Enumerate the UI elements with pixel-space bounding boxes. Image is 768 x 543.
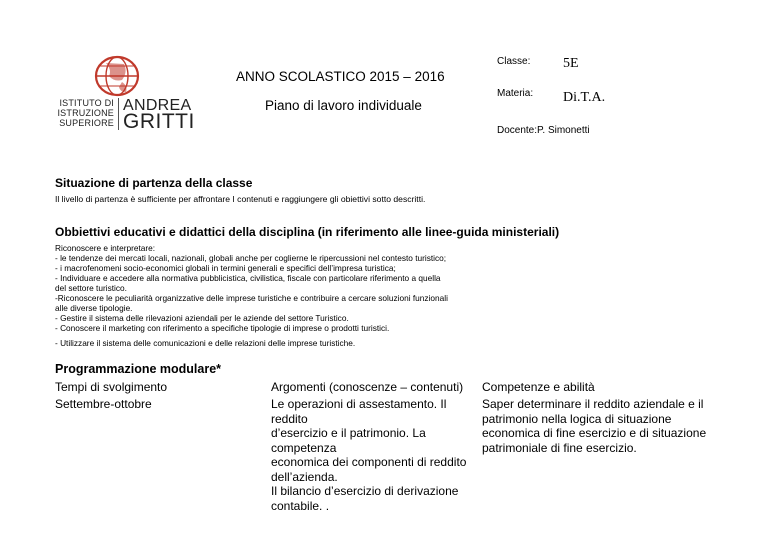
competenze-line: patrimoniale di fine esercizio. [482, 440, 637, 455]
row-argomenti [271, 397, 476, 513]
obiettivi-list [55, 243, 448, 333]
institute-text [52, 98, 114, 128]
logo-divider [118, 98, 119, 130]
row-tempi: Settembre-ottobre [55, 397, 152, 411]
obiettivi-heading: Obbiettivi educativi e didattici della disciplina (in riferimento alle linee-guida ministeriali) [55, 225, 560, 239]
obiettivi-line: del settore turistico. [55, 283, 127, 293]
obiettivi-line: - i macrofenomeni socio-economici globali in termini generali e specifici dell’impresa turistica; [55, 263, 396, 273]
obiettivi-line: -Riconoscere le peculiarità organizzative delle imprese turistiche e contribuire a cercare soluzioni funzionali [55, 293, 448, 303]
row-competenze [482, 397, 722, 455]
header-argomenti: Argomenti (conoscenze – contenuti) [271, 380, 464, 394]
header-competenze: Competenze e abilità [482, 380, 595, 394]
obiettivi-line: - Individuare e accedere alla normativa pubblicistica, civilistica, fiscale con particolare riferimento a quella [55, 273, 441, 283]
obiettivi-line: - Gestire il sistema delle rilevazioni aziendali per le aziende del settore Turistico. [55, 313, 349, 323]
classe-label: Classe: [497, 56, 531, 67]
institute-line: ISTITUTO DI [59, 98, 114, 108]
obiettivi-extra: - Utilizzare il sistema delle comunicazioni e delle relazioni delle imprese turistiche. [55, 338, 356, 348]
programmazione-heading: Programmazione modulare* [55, 362, 222, 376]
situazione-text: Il livello di partenza è sufficiente per affrontare I contenuti e raggiungere gli obiettivi sotto descritti. [55, 194, 426, 204]
argomenti-line: dell’azienda. [271, 469, 338, 484]
materia-label: Materia: [497, 88, 534, 99]
school-year-title: ANNO SCOLASTICO 2015 – 2016 [236, 69, 445, 84]
argomenti-line: d’esercizio e il patrimonio. La competenza [271, 426, 426, 455]
competenze-line: Saper determinare il reddito aziendale e il [482, 397, 704, 411]
materia-value: Di.T.A. [563, 90, 606, 105]
brand-last-name: GRITTI [123, 110, 195, 133]
document-subtitle: Piano di lavoro individuale [265, 98, 422, 113]
argomenti-line: economica dei componenti di reddito [271, 455, 467, 469]
competenze-line: patrimonio nella logica di situazione [482, 411, 672, 426]
situazione-heading: Situazione di partenza della classe [55, 176, 253, 190]
obiettivi-line: Riconoscere e interpretare: [55, 243, 156, 253]
competenze-line: economica di fine esercizio e di situazione [482, 426, 707, 440]
globe-emblem-icon [92, 54, 142, 98]
docente-text: Docente:P. Simonetti [497, 125, 590, 136]
institute-line: SUPERIORE [59, 118, 114, 128]
obiettivi-line: alle diverse tipologie. [55, 303, 133, 313]
institute-line: ISTRUZIONE [57, 108, 114, 118]
school-logo [52, 54, 195, 134]
argomenti-line: Le operazioni di assestamento. Il reddito [271, 397, 447, 426]
brand-first-name: ANDREA [123, 97, 192, 114]
classe-value: 5E [563, 56, 579, 71]
argomenti-line: Il bilancio d’esercizio di derivazione [271, 484, 459, 498]
obiettivi-line: - le tendenze dei mercati locali, nazionali, globali anche per coglierne le ripercussioni nel contesto turistico; [55, 253, 447, 263]
obiettivi-line: - Conoscere il marketing con riferimento a specifiche tipologie di imprese o prodotti turistici. [55, 323, 390, 333]
argomenti-line: contabile. . [271, 498, 330, 513]
header-tempi: Tempi di svolgimento [55, 380, 168, 394]
